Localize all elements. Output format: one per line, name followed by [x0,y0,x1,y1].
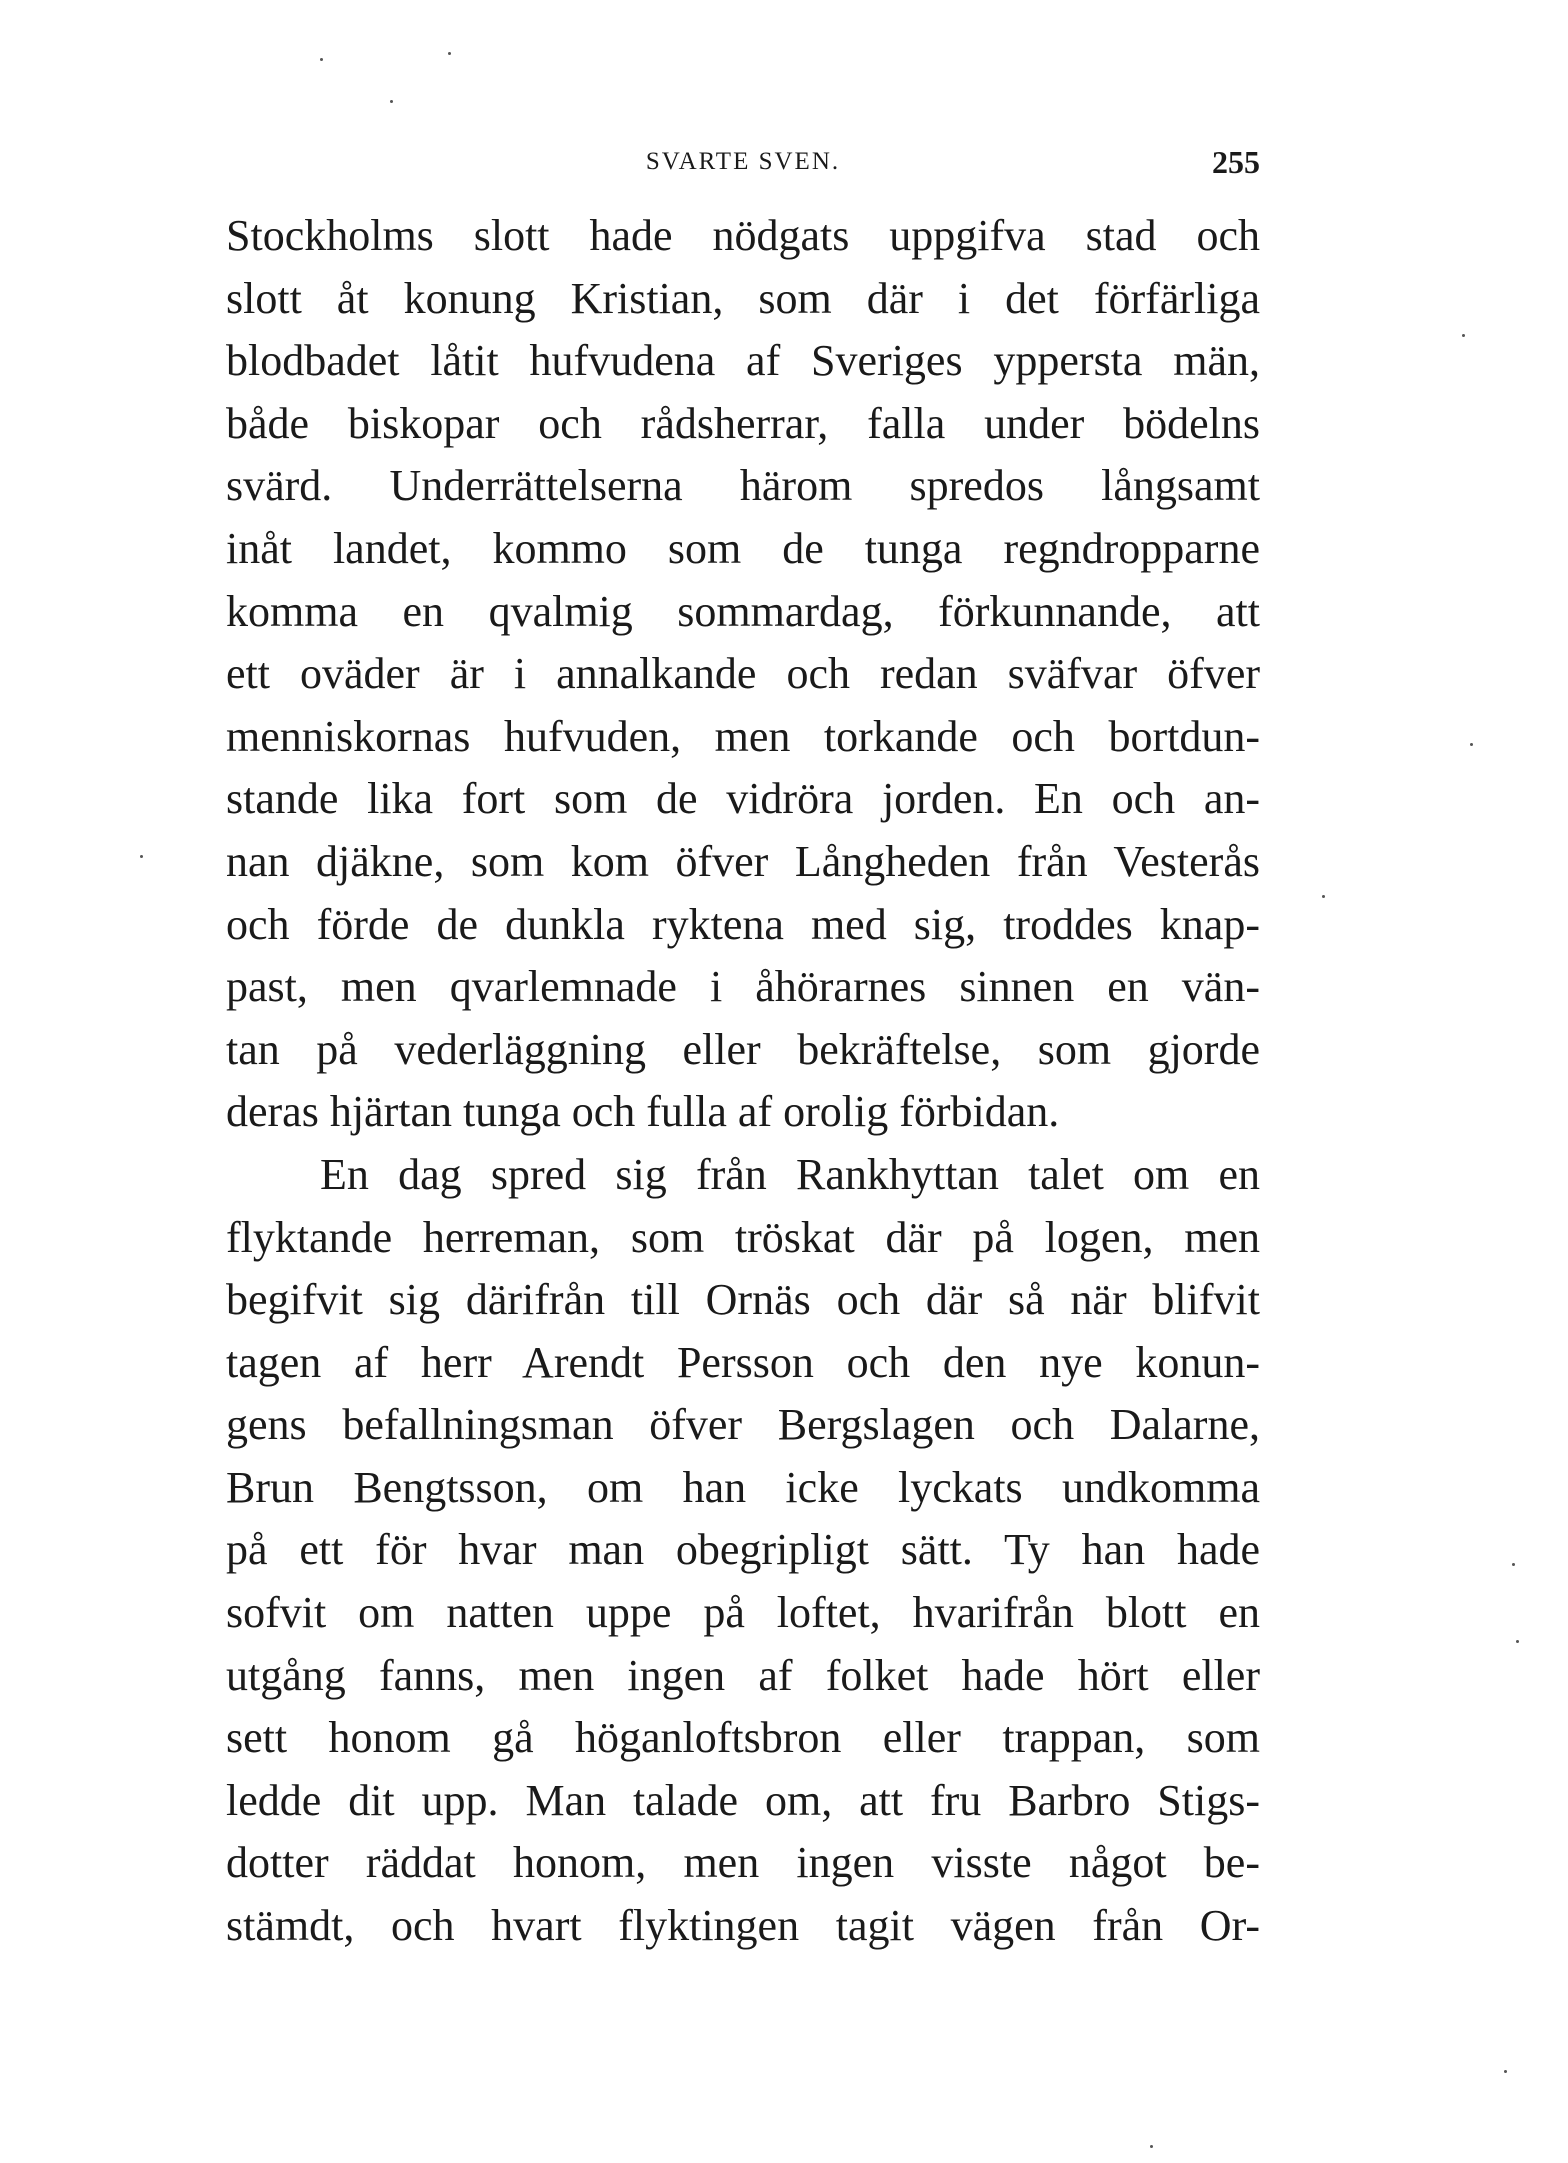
text-line: ledde dit upp. Man talade om, att fru Barbro Stigs- [226,1775,1260,1825]
text-line: tan på vederläggning eller bekräftelse, som gjorde [226,1024,1260,1074]
paragraph-1 [226,205,1260,1144]
text-line: dotter räddat honom, men ingen visste något be- [226,1838,1260,1888]
text-line: komma en qvalmig sommardag, förkunnande, att [226,586,1260,636]
body-text [226,205,1260,1958]
running-title: SVARTE SVEN. [645,148,841,175]
text-line: past, men qvarlemnade i åhörarnes sinnen en vän- [226,962,1260,1012]
scan-speck [1462,334,1465,337]
text-line: blodbadet låtit hufvudena af Sveriges yppersta män, [226,336,1260,386]
paragraph-2 [226,1144,1260,1958]
text-line: nan djäkne, som kom öfver Långheden från Vesterås [226,836,1260,886]
scan-speck [140,855,143,858]
scan-speck [1504,2070,1507,2073]
text-line: ett oväder är i annalkande och redan sväfvar öfver [226,649,1260,699]
text-line: stämdt, och hvart flyktingen tagit vägen från Or- [226,1901,1260,1951]
text-line: slott åt konung Kristian, som där i det förfärliga [226,273,1260,323]
text-line: Brun Bengtsson, om han icke lyckats undkomma [226,1462,1260,1512]
text-line: Stockholms slott hade nödgats uppgifva stad och [226,211,1260,260]
text-line: svärd. Underrättelserna härom spredos långsamt [226,461,1260,511]
page-number: 255 [1212,144,1260,180]
scan-speck [1516,1640,1519,1643]
text-line: begifvit sig därifrån till Ornäs och där så när blifvit [226,1275,1260,1325]
scan-speck [390,100,393,103]
text-line: deras hjärtan tunga och fulla af orolig förbidan. [226,1087,1060,1137]
text-line: sett honom gå höganloftsbron eller trappan, som [226,1713,1260,1763]
text-line: gens befallningsman öfver Bergslagen och Dalarne, [226,1400,1260,1450]
text-line: och förde de dunkla ryktena med sig, troddes knap- [226,899,1260,949]
scan-speck [1470,743,1473,746]
text-line: menniskornas hufvuden, men torkande och bortdun- [226,711,1260,761]
scan-speck [320,58,323,61]
text-line: utgång fanns, men ingen af folket hade hört eller [226,1650,1260,1700]
text-line: flyktande herreman, som tröskat där på logen, men [226,1212,1260,1262]
text-line: sofvit om natten uppe på loftet, hvarifrån blott en [226,1588,1260,1638]
text-line: både biskopar och rådsherrar, falla under bödelns [226,398,1260,448]
running-head [226,142,1260,182]
text-line: tagen af herr Arendt Persson och den nye konun- [226,1337,1260,1387]
text-line: stande lika fort som de vidröra jorden. En och an- [226,774,1260,824]
text-line: inåt landet, kommo som de tunga regndropparne [226,523,1260,573]
scan-speck [1150,2145,1153,2148]
text-line: En dag spred sig från Rankhyttan talet om en [320,1149,1260,1199]
text-line: på ett för hvar man obegripligt sätt. Ty han hade [226,1525,1260,1575]
scan-speck [448,52,451,55]
scan-speck [1512,1563,1515,1566]
scan-speck [1322,895,1325,898]
